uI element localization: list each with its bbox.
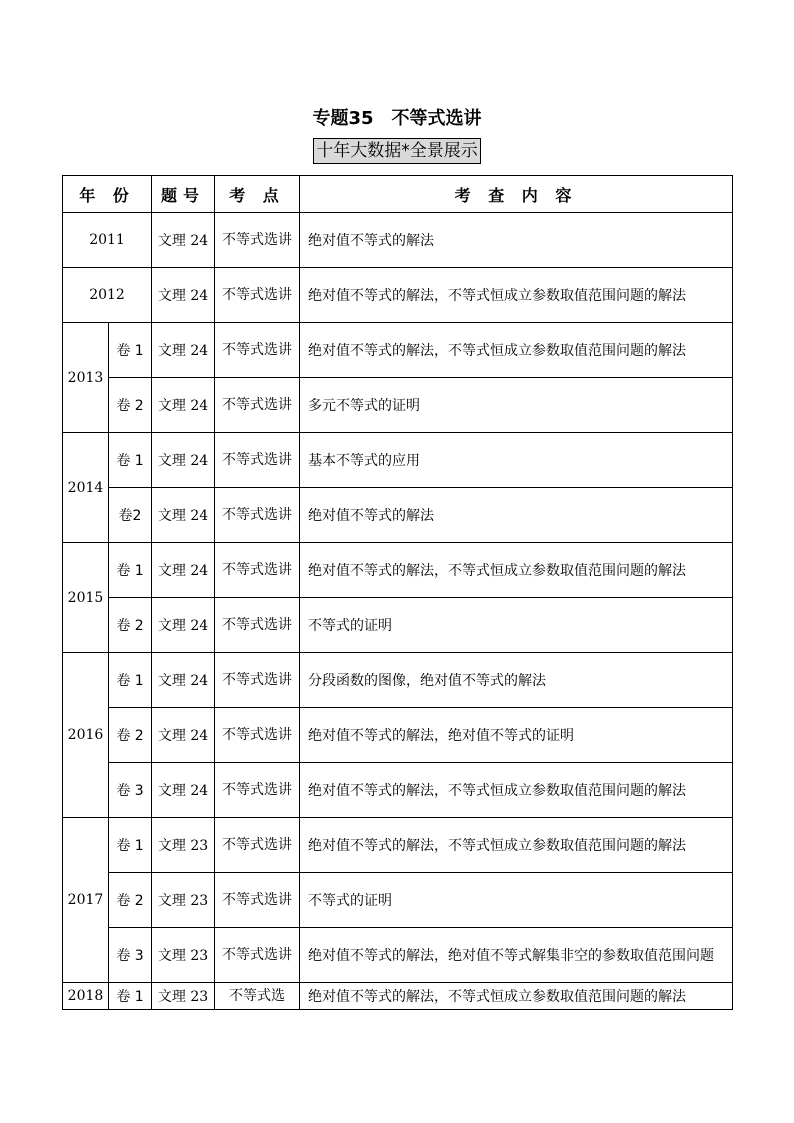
- paper-cell: 卷 2: [109, 873, 152, 928]
- point-cell: 不等式选讲: [215, 323, 300, 378]
- point-cell: 不等式选讲: [215, 818, 300, 873]
- year-cell: 2012: [63, 268, 152, 323]
- question-cell: 文理 24: [152, 543, 215, 598]
- content-cell: 基本不等式的应用: [300, 433, 733, 488]
- content-cell: 绝对值不等式的解法，不等式恒成立参数取值范围问题的解法: [300, 818, 733, 873]
- content-cell: 绝对值不等式的解法，不等式恒成立参数取值范围问题的解法: [300, 268, 733, 323]
- header-point: 考 点: [215, 176, 300, 213]
- content-cell: 不等式的证明: [300, 598, 733, 653]
- paper-cell: 卷 1: [109, 543, 152, 598]
- year-cell: 2016: [63, 653, 109, 818]
- paper-cell: 卷 1: [109, 433, 152, 488]
- question-cell: 文理 24: [152, 378, 215, 433]
- content-cell: 绝对值不等式的解法，不等式恒成立参数取值范围问题的解法: [300, 543, 733, 598]
- table-row: [63, 928, 733, 983]
- table-row: [63, 213, 733, 268]
- paper-cell: 卷 1: [109, 653, 152, 708]
- content-cell: 绝对值不等式的解法，不等式恒成立参数取值范围问题的解法: [300, 983, 733, 1010]
- question-cell: 文理 24: [152, 213, 215, 268]
- header-question: 题号: [152, 176, 215, 213]
- paper-cell: 卷 2: [109, 378, 152, 433]
- content-cell: 绝对值不等式的解法，绝对值不等式的证明: [300, 708, 733, 763]
- question-cell: 文理 23: [152, 818, 215, 873]
- point-cell: 不等式选讲: [215, 763, 300, 818]
- question-cell: 文理 24: [152, 268, 215, 323]
- header-content: 考 查 内 容: [300, 176, 733, 213]
- section-subtitle: 十年大数据*全景展示: [313, 138, 481, 164]
- question-cell: 文理 24: [152, 323, 215, 378]
- question-cell: 文理 24: [152, 598, 215, 653]
- table-row: [63, 268, 733, 323]
- point-cell: 不等式选讲: [215, 708, 300, 763]
- table-row: [63, 543, 733, 598]
- question-cell: 文理 24: [152, 708, 215, 763]
- point-cell: 不等式选讲: [215, 378, 300, 433]
- question-cell: 文理 23: [152, 983, 215, 1010]
- table-row: [63, 763, 733, 818]
- point-cell: 不等式选讲: [215, 653, 300, 708]
- question-cell: 文理 24: [152, 763, 215, 818]
- content-cell: 绝对值不等式的解法，不等式恒成立参数取值范围问题的解法: [300, 763, 733, 818]
- paper-cell: 卷 1: [109, 818, 152, 873]
- year-cell: 2011: [63, 213, 152, 268]
- question-cell: 文理 24: [152, 433, 215, 488]
- content-cell: 绝对值不等式的解法，绝对值不等式解集非空的参数取值范围问题: [300, 928, 733, 983]
- point-cell: 不等式选讲: [215, 488, 300, 543]
- point-cell: 不等式选讲: [215, 213, 300, 268]
- table-row: [63, 708, 733, 763]
- content-cell: 绝对值不等式的解法: [300, 488, 733, 543]
- year-cell: 2013: [63, 323, 109, 433]
- paper-cell: 卷 3: [109, 763, 152, 818]
- table-row: [63, 983, 733, 1010]
- table-row: [63, 323, 733, 378]
- point-cell: 不等式选讲: [215, 543, 300, 598]
- point-cell: 不等式选: [215, 983, 300, 1010]
- point-cell: 不等式选讲: [215, 433, 300, 488]
- question-cell: 文理 23: [152, 873, 215, 928]
- content-cell: 绝对值不等式的解法，不等式恒成立参数取值范围问题的解法: [300, 323, 733, 378]
- table-row: [63, 873, 733, 928]
- table-row: [63, 378, 733, 433]
- year-cell: 2017: [63, 818, 109, 983]
- year-cell: 2015: [63, 543, 109, 653]
- paper-cell: 卷 2: [109, 598, 152, 653]
- year-cell: 2014: [63, 433, 109, 543]
- point-cell: 不等式选讲: [215, 928, 300, 983]
- content-cell: 绝对值不等式的解法: [300, 213, 733, 268]
- year-cell: 2018: [63, 983, 109, 1010]
- table-row: [63, 653, 733, 708]
- point-cell: 不等式选讲: [215, 873, 300, 928]
- paper-cell: 卷 1: [109, 323, 152, 378]
- table-row: [63, 598, 733, 653]
- paper-cell: 卷2: [109, 488, 152, 543]
- content-cell: 多元不等式的证明: [300, 378, 733, 433]
- page-title: 专题35 不等式选讲: [312, 108, 482, 129]
- header-year: 年 份: [63, 176, 152, 213]
- table-row: [63, 818, 733, 873]
- content-cell: 不等式的证明: [300, 873, 733, 928]
- table-row: [63, 433, 733, 488]
- question-cell: 文理 23: [152, 928, 215, 983]
- point-cell: 不等式选讲: [215, 268, 300, 323]
- paper-cell: 卷 2: [109, 708, 152, 763]
- table-header-row: [63, 176, 733, 213]
- content-cell: 分段函数的图像，绝对值不等式的解法: [300, 653, 733, 708]
- exam-table: [62, 175, 733, 1010]
- paper-cell: 卷 3: [109, 928, 152, 983]
- question-cell: 文理 24: [152, 488, 215, 543]
- table-row: [63, 488, 733, 543]
- question-cell: 文理 24: [152, 653, 215, 708]
- paper-cell: 卷 1: [109, 983, 152, 1010]
- point-cell: 不等式选讲: [215, 598, 300, 653]
